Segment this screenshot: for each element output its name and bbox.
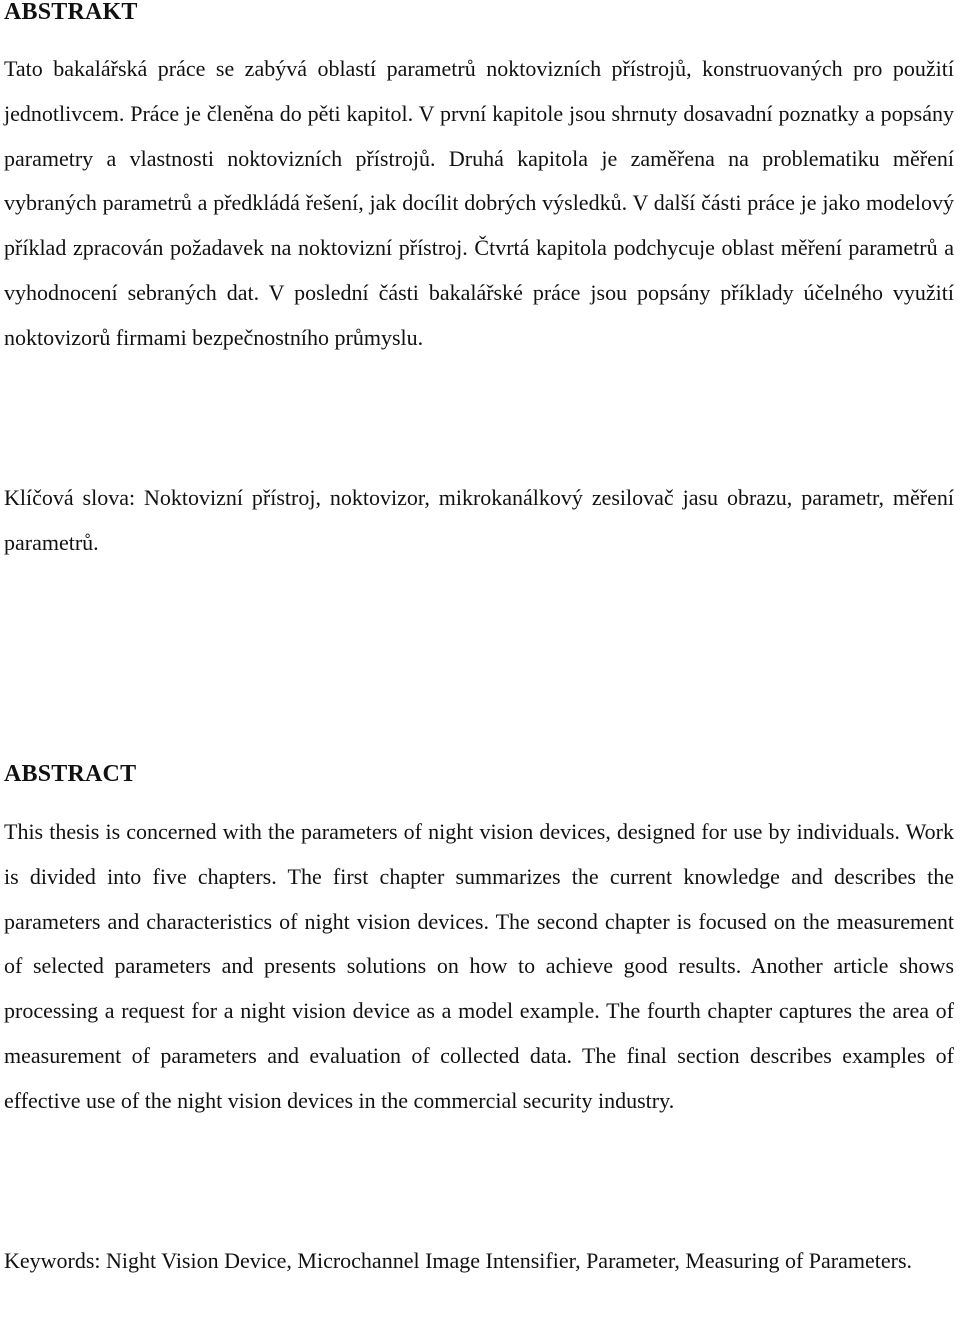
klicova-slova-paragraph: Klíčová slova: Noktovizní přístroj, noktovizor, mikrokanálkový zesilovač jasu obrazu, parametr, měření parametrů. (4, 485, 954, 555)
keywords-paragraph: Keywords: Night Vision Device, Microchannel Image Intensifier, Parameter, Measuring of Parameters. (4, 1248, 913, 1273)
abstrakt-paragraph: Tato bakalářská práce se zabývá oblastí parametrů noktovizních přístrojů, konstruovaných pro použití jednotlivcem. Práce je členěna do pěti kapitol. V první kapitole jsou shrnuty dosavadní poznatky a popsány parametry a vlastnosti noktovizních přístrojů. Druhá kapitola je zaměřena na problematiku měření vybraných parametrů a předkládá řešení, jak docílit dobrých výsledků. V další části práce je jako modelový příklad zpracován požadavek na noktovizní přístroj. Čtvrtá kapitola podchycuje oblast měření parametrů a vyhodnocení sebraných dat. V poslední části bakalářské práce jsou popsány příklady účelného využití noktovizorů firmami bezpečnostního průmyslu. (4, 56, 954, 350)
abstract-heading: ABSTRACT (4, 761, 137, 787)
abstrakt-heading: ABSTRAKT (4, 0, 138, 25)
abstract-paragraph: This thesis is concerned with the parameters of night vision devices, designed for use by individuals. Work is divided into five chapters. The first chapter summarizes the current knowledge and describes the parameters and characteristics of night vision devices. The second chapter is focused on the measurement of selected parameters and presents solutions on how to achieve good results. Another article shows processing a request for a night vision device as a model example. The fourth chapter captures the area of measurement of parameters and evaluation of collected data. The final section describes examples of effective use of the night vision devices in the commercial security industry. (4, 819, 954, 1113)
